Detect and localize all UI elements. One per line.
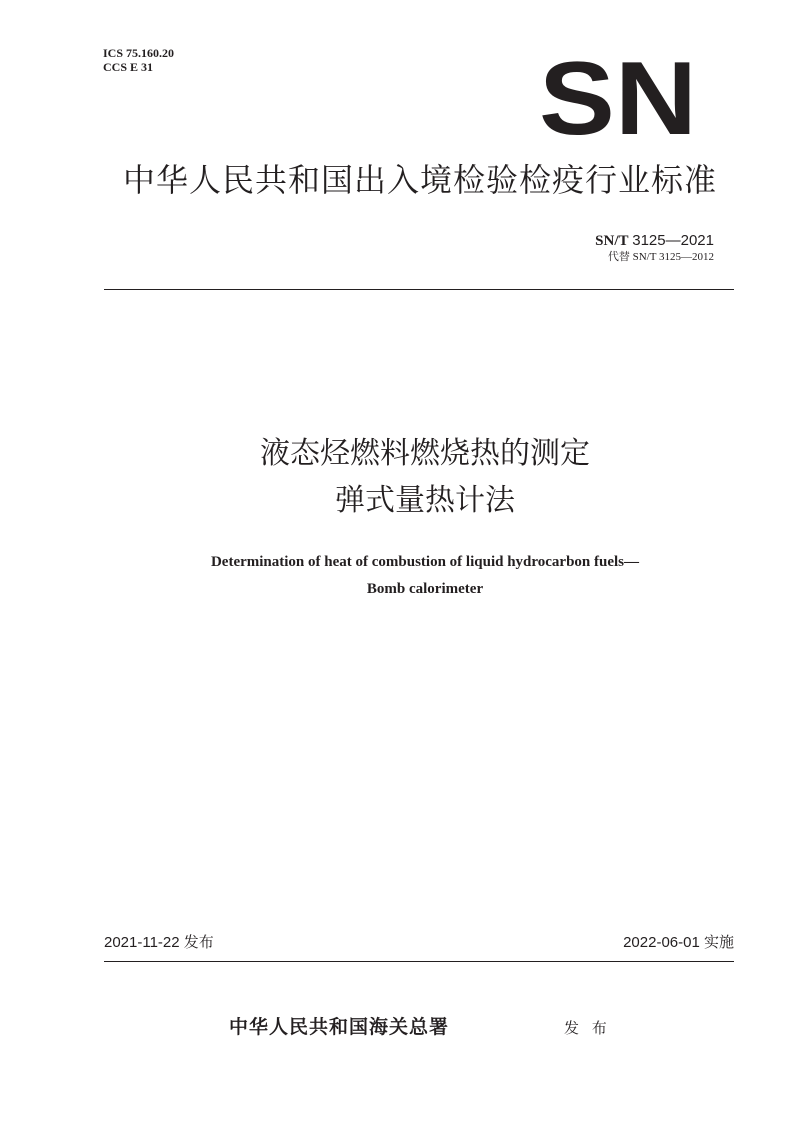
standard-code (595, 232, 714, 250)
standard-number-block (595, 232, 714, 265)
english-title-line-1: Determination of heat of combustion of liquid hydrocarbon fuels— (210, 554, 640, 570)
publisher-name: 中华人民共和国海关总署 (229, 1016, 450, 1038)
standard-code-number: 3125—2021 (632, 232, 714, 249)
agency-title: 中华人民共和国出入境检验检疫行业标准 (122, 161, 717, 199)
ics-code: ICS 75.160.20 (103, 46, 175, 60)
standard-code-prefix: SN/T (595, 233, 629, 249)
chinese-title-line-2: 弹式量热计法 (335, 483, 515, 518)
publish-label: 发 布 (564, 1019, 611, 1037)
chinese-title-line-1: 液态烃燃料燃烧热的测定 (260, 436, 590, 471)
ccs-code: CCS E 31 (103, 60, 154, 74)
replaces-standard: 代替 SN/T 3125—2012 (607, 251, 714, 263)
issue-date: 2021-11-22 发布 (104, 934, 214, 951)
footer-divider (104, 961, 734, 962)
english-title-line-2: Bomb calorimeter (366, 581, 484, 597)
sn-logo (538, 56, 698, 138)
implementation-date: 2022-06-01 实施 (623, 934, 734, 951)
classification-codes (103, 46, 174, 74)
header-divider (104, 289, 734, 290)
sn-logo-text: SN (539, 56, 697, 138)
